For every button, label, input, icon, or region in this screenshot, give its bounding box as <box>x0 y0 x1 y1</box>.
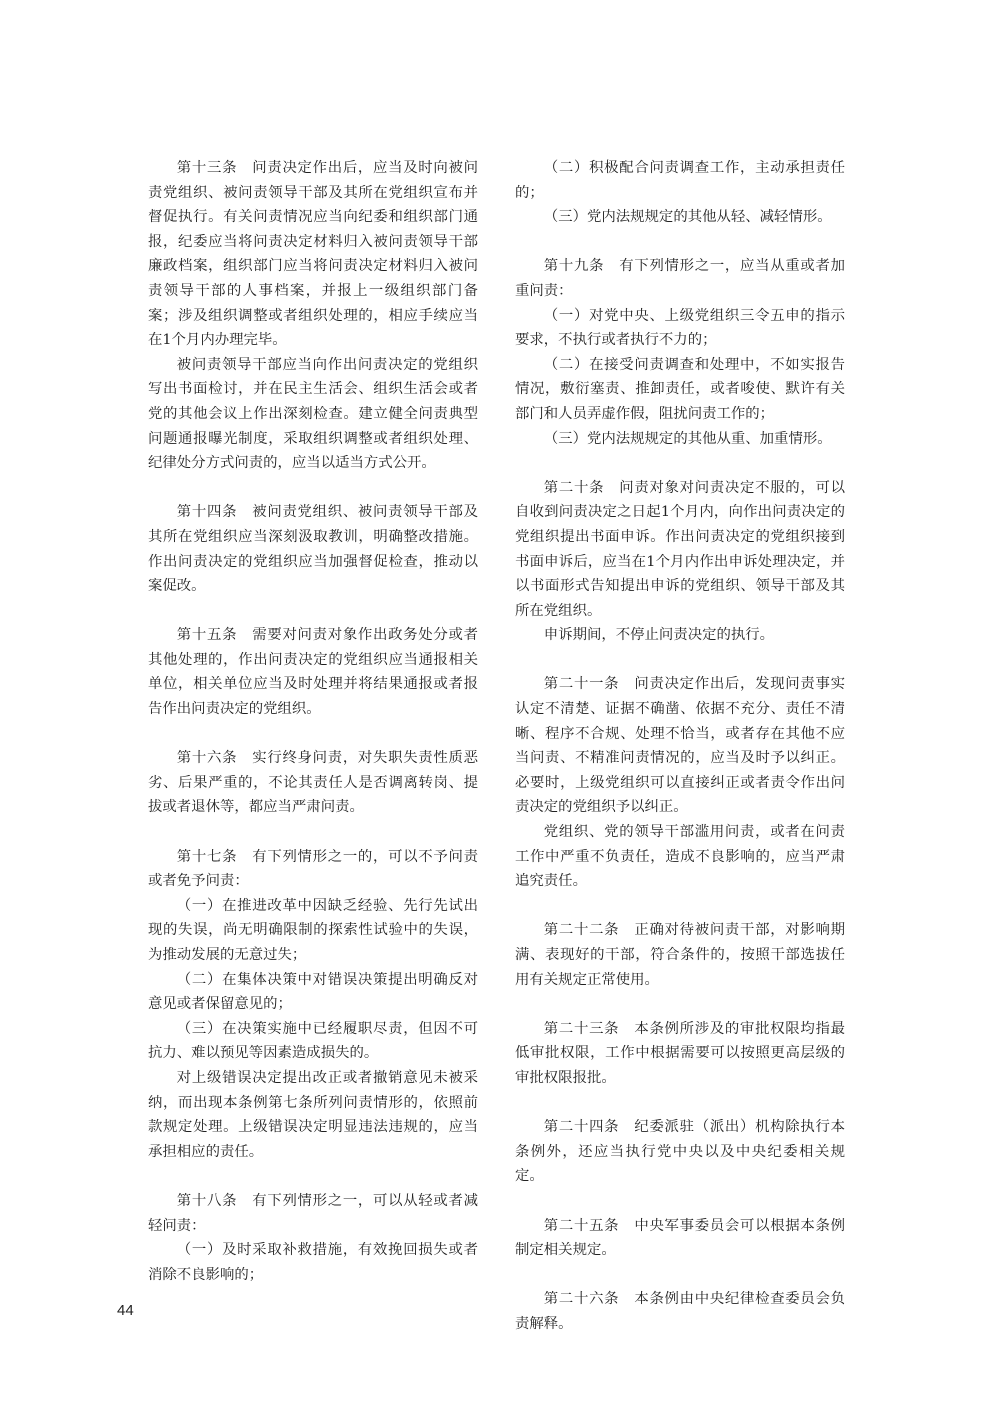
article-13-paragraph: 第十三条 问责决定作出后，应当及时向被问责党组织、被问责领导干部及其所在党组织宣布并督促执行。有关问责情况应当向纪委和组织部门通报，纪委应当将问责决定材料归入被问责领导干部廉政档案，组织部门应当将问责决定材料归入被问责领导干部的人事档案，并报上一级组织部门备案；涉及组织调整或者组织处理的，相应手续应当在1个月内办理完毕。 <box>148 160 478 349</box>
article-19-item-3: （三）党内法规规定的其他从重、加重情形。 <box>543 430 832 447</box>
right-column <box>515 156 845 1337</box>
article-17-paragraph: 第十七条 有下列情形之一的，可以不予问责或者免予问责： <box>148 848 478 890</box>
article-26-paragraph: 第二十六条 本条例由中央纪律检查委员会负责解释。 <box>515 1291 845 1332</box>
article-14-paragraph: 第十四条 被问责党组织、被问责领导干部及其所在党组织应当深刻汲取教训，明确整改措施。作出问责决定的党组织应当加强督促检查，推动以案促改。 <box>148 504 478 595</box>
article-20-paragraph-2: 申诉期间，不停止问责决定的执行。 <box>543 627 775 644</box>
page-number: 44 <box>117 1302 134 1319</box>
article-22-paragraph: 第二十二条 正确对待被问责干部，对影响期满、表现好的干部，符合条件的，按照干部选拔任用有关规定正常使用。 <box>515 922 845 988</box>
article-20-paragraph: 第二十条 问责对象对问责决定不服的，可以自收到问责决定之日起1个月内，向作出问责决定的党组织提出书面申诉。作出问责决定的党组织接到书面申诉后，应当在1个月内作出申诉处理决定，并以书面形式告知提出申诉的党组织、领导干部及其所在党组织。 <box>515 479 845 619</box>
article-21-paragraph: 第二十一条 问责决定作出后，发现问责事实认定不清楚、证据不确凿、依据不充分、责任不清晰、程序不合规、处理不恰当，或者存在其他不应当问责、不精准问责情况的，应当及时予以纠正。必要时，上级党组织可以直接纠正或者责令作出问责决定的党组织予以纠正。 <box>515 676 845 816</box>
article-24-paragraph: 第二十四条 纪委派驻（派出）机构除执行本条例外，还应当执行党中央以及中央纪委相关规定。 <box>515 1119 845 1185</box>
article-17-item-1: （一）在推进改革中因缺乏经验、先行先试出现的失误，尚无明确限制的探索性试验中的失误，为推动发展的无意过失； <box>148 897 478 963</box>
article-17-paragraph-2: 对上级错误决定提出改正或者撤销意见未被采纳，而出现本条例第七条所列问责情形的，依照前款规定处理。上级错误决定明显违法违规的，应当承担相应的责任。 <box>148 1069 478 1160</box>
article-23-paragraph: 第二十三条 本条例所涉及的审批权限均指最低审批权限，工作中根据需要可以按照更高层级的审批权限报批。 <box>515 1020 845 1086</box>
article-19-item-1: （一）对党中央、上级党组织三令五申的指示要求，不执行或者执行不力的； <box>515 307 845 349</box>
article-19-item-2: （二）在接受问责调查和处理中，不如实报告情况，敷衍塞责、推卸责任，或者唆使、默许有关部门和人员弄虚作假，阻扰问责工作的； <box>515 356 845 422</box>
article-17-item-3: （三）在决策实施中已经履职尽责，但因不可抗力、难以预见等因素造成损失的。 <box>148 1020 478 1062</box>
article-18-paragraph: 第十八条 有下列情形之一，可以从轻或者减轻问责： <box>148 1192 478 1234</box>
article-18-item-1: （一）及时采取补救措施，有效挽回损失或者消除不良影响的； <box>148 1242 478 1283</box>
article-16-paragraph: 第十六条 实行终身问责，对失职失责性质恶劣、后果严重的，不论其责任人是否调离转岗、提拔或者退休等，都应当严肃问责。 <box>148 750 478 816</box>
article-21-paragraph-2: 党组织、党的领导干部滥用问责，或者在问责工作中严重不负责任，造成不良影响的，应当严肃追究责任。 <box>515 824 845 890</box>
article-18-item-3: （三）党内法规规定的其他从轻、减轻情形。 <box>543 209 832 226</box>
article-25-paragraph: 第二十五条 中央军事委员会可以根据本条例制定相关规定。 <box>515 1217 845 1259</box>
article-15-paragraph: 第十五条 需要对问责对象作出政务处分或者其他处理的，作出问责决定的党组织应当通报相关单位，相关单位应当及时处理并将结果通报或者报告作出问责决定的党组织。 <box>148 627 478 718</box>
left-column <box>148 156 478 1287</box>
article-13-paragraph-2: 被问责领导干部应当向作出问责决定的党组织写出书面检讨，并在民主生活会、组织生活会或者党的其他会议上作出深刻检查。建立健全问责典型问题通报曝光制度，采取组织调整或者组织处理、纪律处分方式问责的，应当以适当方式公开。 <box>148 356 478 472</box>
article-18-item-2: （二）积极配合问责调查工作，主动承担责任的； <box>515 160 845 201</box>
article-17-item-2: （二）在集体决策中对错误决策提出明确反对意见或者保留意见的； <box>148 971 478 1013</box>
article-19-paragraph: 第十九条 有下列情形之一，应当从重或者加重问责： <box>515 258 845 299</box>
